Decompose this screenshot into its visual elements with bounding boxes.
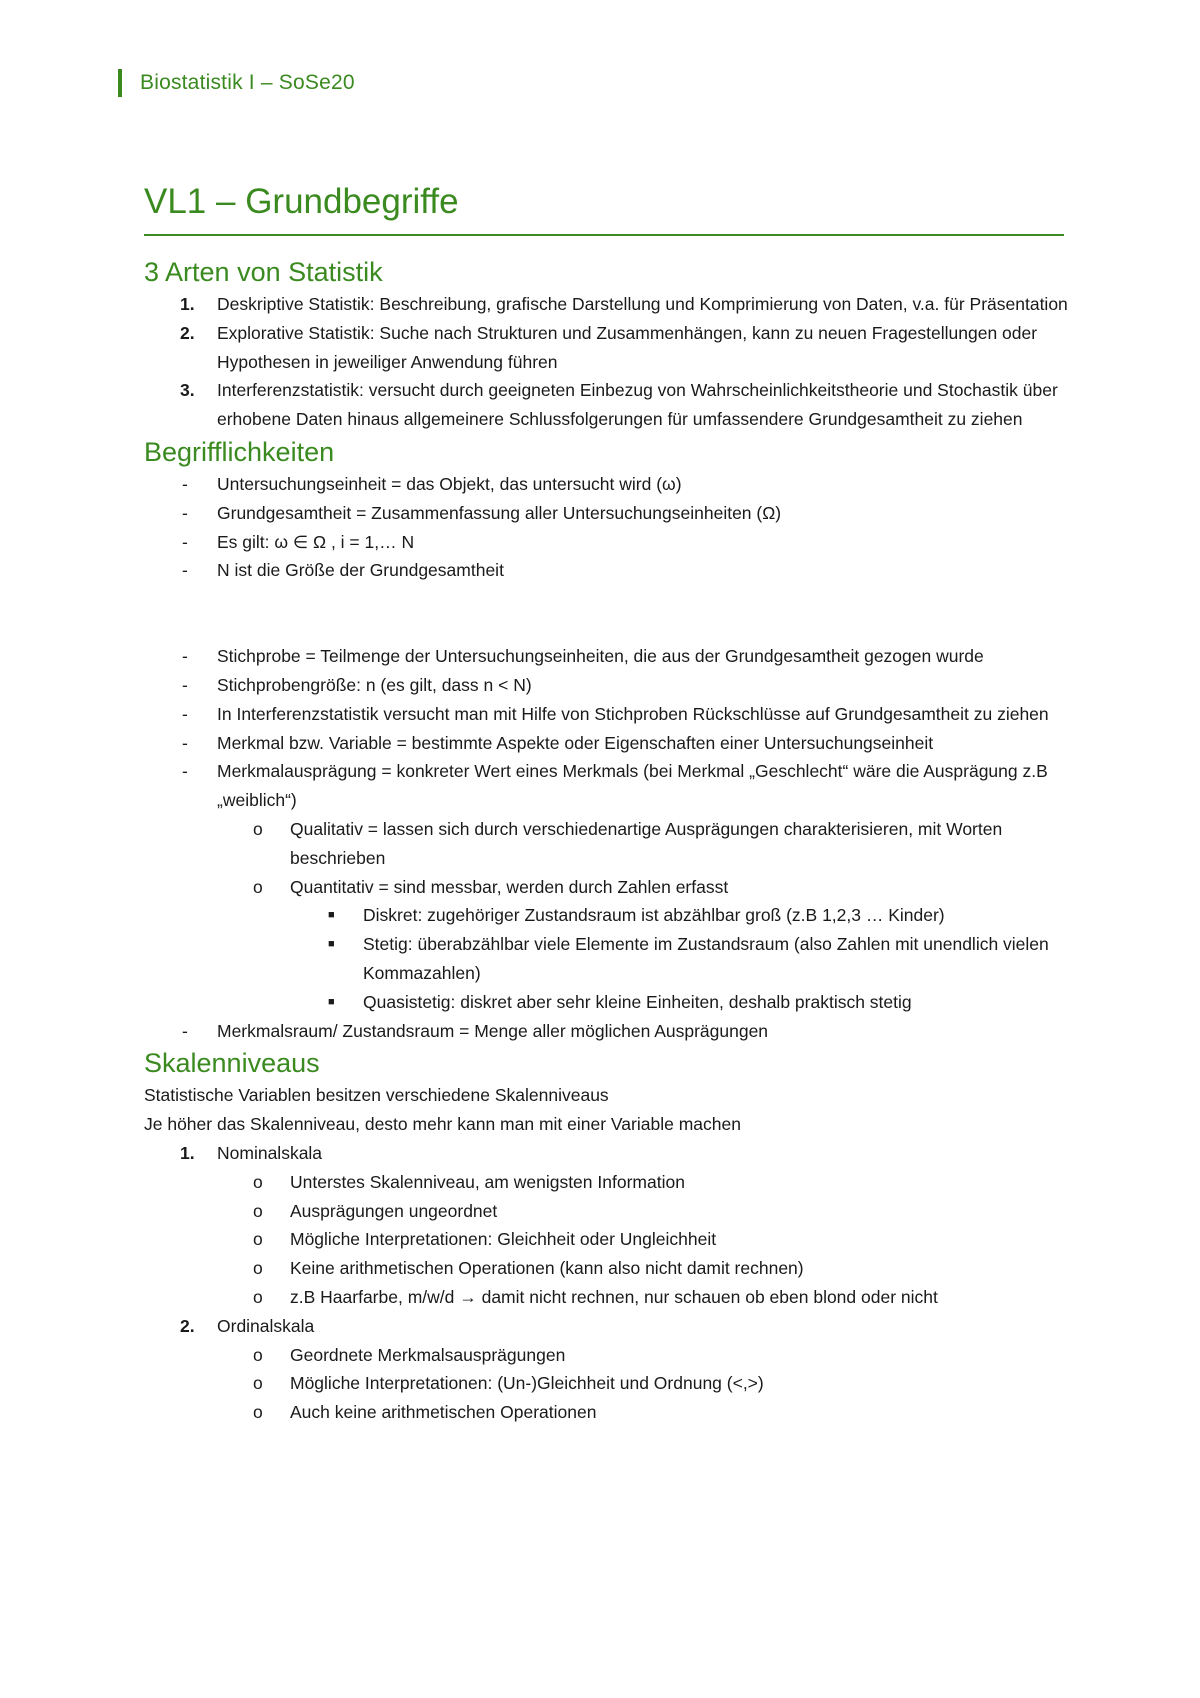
circle-bullet: o xyxy=(253,1171,263,1192)
list-number: 1. xyxy=(180,294,195,314)
circle-bullet: o xyxy=(253,876,263,897)
list-item-text: Auch keine arithmetischen Operationen xyxy=(290,1402,597,1423)
list-item xyxy=(217,901,1069,1016)
dash-bullet: - xyxy=(182,502,188,523)
header-title: Biostatistik I – SoSe20 xyxy=(140,71,355,94)
list-item xyxy=(217,1254,1069,1283)
list-item-text: Qualitativ = lassen sich durch verschiedenartige Ausprägungen charakterisieren, mit Worten beschrieben xyxy=(290,818,1003,868)
list-item-text: Merkmalsraum/ Zustandsraum = Menge aller möglichen Ausprägungen xyxy=(217,1020,769,1041)
list-item-text: Quantitativ = sind messbar, werden durch Zahlen erfasst xyxy=(290,876,729,897)
circle-bullet: o xyxy=(253,1229,263,1250)
list-item-text: Explorative Statistik: Suche nach Strukturen und Zusammenhängen, kann zu neuen Fragestellungen oder Hypothesen in jeweiliger Anwendung führen xyxy=(217,322,1038,372)
arten-list xyxy=(144,290,1069,434)
header-accent-bar xyxy=(118,69,122,97)
document-body xyxy=(144,254,1069,1427)
list-item-text: Grundgesamtheit = Zusammenfassung aller Untersuchungseinheiten (Ω) xyxy=(217,502,782,523)
list-item-text: Nominalskala xyxy=(217,1142,323,1163)
list-item xyxy=(290,930,1069,988)
list-item-text: Keine arithmetischen Operationen (kann also nicht damit rechnen) xyxy=(290,1258,804,1279)
dash-bullet: - xyxy=(182,674,188,695)
begriffe-list-3 xyxy=(144,1017,1069,1046)
list-item-text: Untersuchungseinheit = das Objekt, das untersucht wird (ω) xyxy=(217,473,682,494)
list-item xyxy=(217,815,1069,873)
list-item xyxy=(144,470,1069,499)
paragraph: Je höher das Skalenniveau, desto mehr kann man mit einer Variable machen xyxy=(144,1114,741,1135)
dash-bullet: - xyxy=(182,473,188,494)
dash-bullet: - xyxy=(182,646,188,667)
list-item xyxy=(144,1312,1069,1341)
list-item xyxy=(217,1341,1069,1370)
nominal-sublist xyxy=(144,1168,1069,1312)
section-heading-begriffe: Begrifflichkeiten xyxy=(144,436,335,467)
list-item-text: Es gilt: ω ∈ Ω , i = 1,… N xyxy=(217,531,415,552)
list-item-text: Stetig: überabzählbar viele Elemente im Zustandsraum (also Zahlen mit unendlich vielen Kommazahlen) xyxy=(363,934,1049,983)
list-item-text: Merkmalausprägung = konkreter Wert eines Merkmals (bei Merkmal „Geschlecht“ wäre die Ausprägung z.B „weiblich“) xyxy=(217,761,1048,811)
list-item xyxy=(144,290,1069,319)
list-item xyxy=(144,528,1069,557)
list-item xyxy=(217,1369,1069,1398)
page-title: VL1 – Grundbegriffe xyxy=(144,182,459,221)
list-item-text: z.B Haarfarbe, m/w/d → damit nicht rechnen, nur schauen ob eben blond oder nicht xyxy=(290,1286,938,1307)
list-item xyxy=(144,642,1069,671)
circle-bullet: o xyxy=(253,1258,263,1279)
list-item xyxy=(217,1398,1069,1427)
section-heading-skalen: Skalenniveaus xyxy=(144,1048,320,1079)
list-item-text: Mögliche Interpretationen: (Un-)Gleichheit und Ordnung (<,>) xyxy=(290,1373,764,1394)
list-number: 2. xyxy=(180,1315,195,1336)
list-item xyxy=(217,1168,1069,1197)
list-item xyxy=(290,988,1069,1017)
list-item-text: Quasistetig: diskret aber sehr kleine Einheiten, deshalb praktisch stetig xyxy=(363,991,912,1012)
ordinal-sublist xyxy=(144,1341,1069,1427)
circle-bullet: o xyxy=(253,1402,263,1423)
circle-bullet: o xyxy=(253,1286,263,1307)
list-item-text: Mögliche Interpretationen: Gleichheit oder Ungleichheit xyxy=(290,1229,717,1250)
list-item-text: Interferenzstatistik: versucht durch geeigneten Einbezug von Wahrscheinlichkeitstheorie und Stochastik über erhobene Daten hinaus allgemeinere Schlussfolgerungen für umfassendere Grundgesamtheit zu ziehen xyxy=(217,380,1058,430)
dash-bullet: - xyxy=(182,560,188,581)
list-item xyxy=(217,873,1069,902)
square-bullet: ■ xyxy=(328,909,335,922)
list-item-text: Diskret: zugehöriger Zustandsraum ist abzählbar groß (z.B 1,2,3 … Kinder) xyxy=(363,905,945,926)
list-item xyxy=(290,901,1069,930)
paragraph: Statistische Variablen besitzen verschiedene Skalenniveaus xyxy=(144,1085,609,1106)
begriffe-list-2 xyxy=(144,642,1069,815)
list-item xyxy=(144,700,1069,729)
dash-bullet: - xyxy=(182,703,188,724)
list-number: 3. xyxy=(180,380,195,401)
list-item xyxy=(144,556,1069,585)
skalen-list-2 xyxy=(144,1312,1069,1341)
list-item xyxy=(144,1017,1069,1046)
section-heading-arten: 3 Arten von Statistik xyxy=(144,257,383,287)
circle-bullet: o xyxy=(253,1373,263,1394)
circle-bullet: o xyxy=(253,1344,263,1365)
quantitativ-sublist-wrapper xyxy=(144,901,1069,1016)
list-item xyxy=(144,757,1069,815)
circle-bullet: o xyxy=(253,1200,263,1221)
list-number: 2. xyxy=(180,322,195,343)
list-item-text: Merkmal bzw. Variable = bestimmte Aspekte oder Eigenschaften einer Untersuchungseinheit xyxy=(217,732,934,753)
square-bullet: ■ xyxy=(328,995,335,1008)
quantitativ-sublist xyxy=(217,901,1069,1016)
blank-gap xyxy=(144,585,1069,642)
dash-bullet: - xyxy=(182,761,188,782)
list-item xyxy=(144,1139,1069,1168)
list-item-text: Deskriptive Statistik: Beschreibung, grafische Darstellung und Komprimierung von Daten, v.a. für Präsentation xyxy=(217,294,1068,314)
page-header xyxy=(118,68,355,98)
list-item-text: N ist die Größe der Grundgesamtheit xyxy=(217,560,504,581)
dash-bullet: - xyxy=(182,531,188,552)
list-item-text: Unterstes Skalenniveau, am wenigsten Information xyxy=(290,1171,685,1192)
list-item-text: In Interferenzstatistik versucht man mit Hilfe von Stichproben Rückschlüsse auf Grundgesamtheit zu ziehen xyxy=(217,703,1049,724)
list-item-text: Stichprobe = Teilmenge der Untersuchungseinheiten, die aus der Grundgesamtheit gezogen wurde xyxy=(217,646,984,667)
dash-bullet: - xyxy=(182,732,188,753)
circle-bullet: o xyxy=(253,818,263,839)
list-item xyxy=(144,319,1069,377)
skalen-list xyxy=(144,1139,1069,1168)
title-underline xyxy=(144,234,1064,236)
list-item xyxy=(144,376,1069,434)
list-item-text: Ausprägungen ungeordnet xyxy=(290,1200,498,1221)
merkmal-sublist xyxy=(144,815,1069,901)
list-item xyxy=(217,1225,1069,1254)
dash-bullet: - xyxy=(182,1020,188,1041)
begriffe-list-1 xyxy=(144,470,1069,585)
square-bullet: ■ xyxy=(328,938,335,951)
list-item xyxy=(217,1197,1069,1226)
list-item-text: Ordinalskala xyxy=(217,1315,315,1336)
list-item-text: Geordnete Merkmalsausprägungen xyxy=(290,1344,566,1365)
list-item xyxy=(144,729,1069,758)
list-item-text: Stichprobengröße: n (es gilt, dass n < N) xyxy=(217,674,532,695)
list-item xyxy=(144,671,1069,700)
list-item xyxy=(144,499,1069,528)
list-number: 1. xyxy=(180,1142,195,1163)
list-item xyxy=(217,1283,1069,1312)
